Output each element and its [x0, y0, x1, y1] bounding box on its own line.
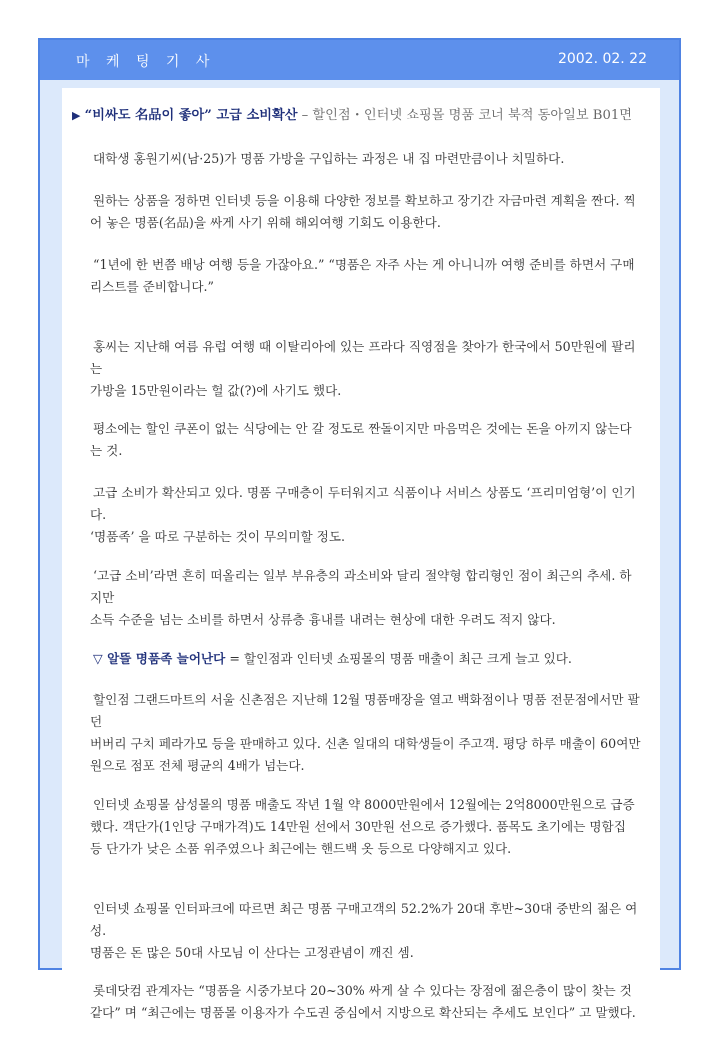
paragraph: [90, 794, 642, 860]
header-bar: [40, 40, 679, 80]
paragraph: [90, 565, 642, 631]
paragraph-line: 원하는 상품을 정하면 인터넷 등을 이용해 다양한 정보를 확보하고 장기간 자금마련 계획을 짠다. 찍어 놓은 명품(名品)을 싸게 사기 위해 해외여행 기회도 이용한다.: [90, 193, 636, 230]
paragraph: [90, 148, 642, 170]
paragraph-line: ‘고급 소비’라면 흔히 떠올리는 일부 부유층의 과소비와 달리 절약형 합리형인 점이 최근의 추세. 하지만: [90, 568, 632, 605]
paragraph-line: 버버리 구치 페라가모 등을 판매하고 있다. 신촌 일대의 대학생들이 주고객. 평당 하루 매출이 60여만원으로 점포 전체 평균의 4배가 넘는다.: [90, 736, 641, 773]
paragraph: [90, 482, 642, 548]
paragraph: [90, 190, 642, 234]
header-date: 2002. 02. 22: [557, 51, 647, 67]
paragraph-line: “1년에 한 번쯤 배낭 여행 등을 가잖아요.” “명품은 자주 사는 게 아니니까 여행 준비를 하면서 구매: [93, 257, 635, 272]
article-headline: [72, 104, 672, 123]
header-title: 마 케 팅 기 사: [76, 54, 216, 70]
paragraph: [90, 336, 642, 402]
paragraph: [90, 254, 642, 298]
headline-arrow-icon: ▶: [72, 109, 81, 122]
section-subhead: [90, 648, 642, 670]
paragraph: [90, 980, 642, 1024]
paragraph-line: 롯데닷컴 관계자는 “명품을 시중가보다 20~30% 싸게 살 수 있다는 장점에 젊은층이 많이 찾는 것 같다” 며 “최근에는 명품몰 이용자가 수도권 중심에서 지방으로 확산되는 추세도 보인다” 고 말했다.: [90, 983, 636, 1020]
paragraph-line: 명품은 돈 많은 50대 사모님 이 산다는 고정관념이 깨진 셈.: [90, 945, 414, 960]
paragraph-line: 고급 소비가 확산되고 있다. 명품 구매층이 두터워지고 식품이나 서비스 상품도 ‘프리미엄형’이 인기다.: [90, 485, 636, 522]
paragraph: [90, 418, 642, 462]
subhead-label: ▽ 알뜰 명품족 늘어난다: [93, 651, 226, 666]
paragraph-line: 할인점 그랜드마트의 서울 신촌점은 지난해 12월 명품매장을 열고 백화점이나 명품 전문점에서만 팔던: [90, 692, 640, 729]
headline-title: “비싸도 名品이 좋아” 고급 소비확산: [84, 108, 298, 123]
paragraph-line: ‘명품족’ 을 따로 구분하는 것이 무의미할 정도.: [90, 529, 346, 544]
paragraph-line: 인터넷 쇼핑몰 인터파크에 따르면 최근 명품 구매고객의 52.2%가 20대 후반~30대 중반의 젊은 여성.: [90, 901, 638, 938]
paragraph-line: 대학생 홍원기씨(남·25)가 명품 가방을 구입하는 과정은 내 집 마련만큼이나 치밀하다.: [93, 151, 565, 166]
paragraph-line: 소득 수준을 넘는 소비를 하면서 상류층 흉내를 내려는 현상에 대한 우려도 적지 않다.: [90, 612, 556, 627]
paragraph-line: 인터넷 쇼핑몰 삼성몰의 명품 매출도 작년 1월 약 8000만원에서 12월에는 2억8000만원으로 급증했다. 객단가(1인당 구매가격)도 14만원 선에서 30만원 선으로 증가했다. 품목도 초기에는 명함집 등 단가가 낮은 소품 위주였으나 최근에는 핸드백 옷 등으로 다양해지고 있다.: [90, 797, 635, 856]
headline-source: – 할인점・인터넷 쇼핑몰 명품 코너 북적 동아일보 B01면: [297, 108, 633, 123]
paragraph-line: 평소에는 할인 쿠폰이 없는 식당에는 안 갈 정도로 짠돌이지만 마음먹은 것에는 돈을 아끼지 않는다는 것.: [90, 421, 632, 458]
paragraph: [90, 898, 642, 964]
paragraph-line: 홍씨는 지난해 여름 유럽 여행 때 이탈리아에 있는 프라다 직영점을 찾아가 한국에서 50만원에 팔리는: [90, 339, 636, 376]
subhead-text: = 할인점과 인터넷 쇼핑몰의 명품 매출이 최근 크게 늘고 있다.: [225, 651, 572, 666]
paragraph-line: 가방을 15만원이라는 헐 값(?)에 사기도 했다.: [90, 383, 342, 398]
paragraph-line: 리스트를 준비합니다.”: [90, 279, 214, 294]
paragraph: [90, 689, 642, 777]
